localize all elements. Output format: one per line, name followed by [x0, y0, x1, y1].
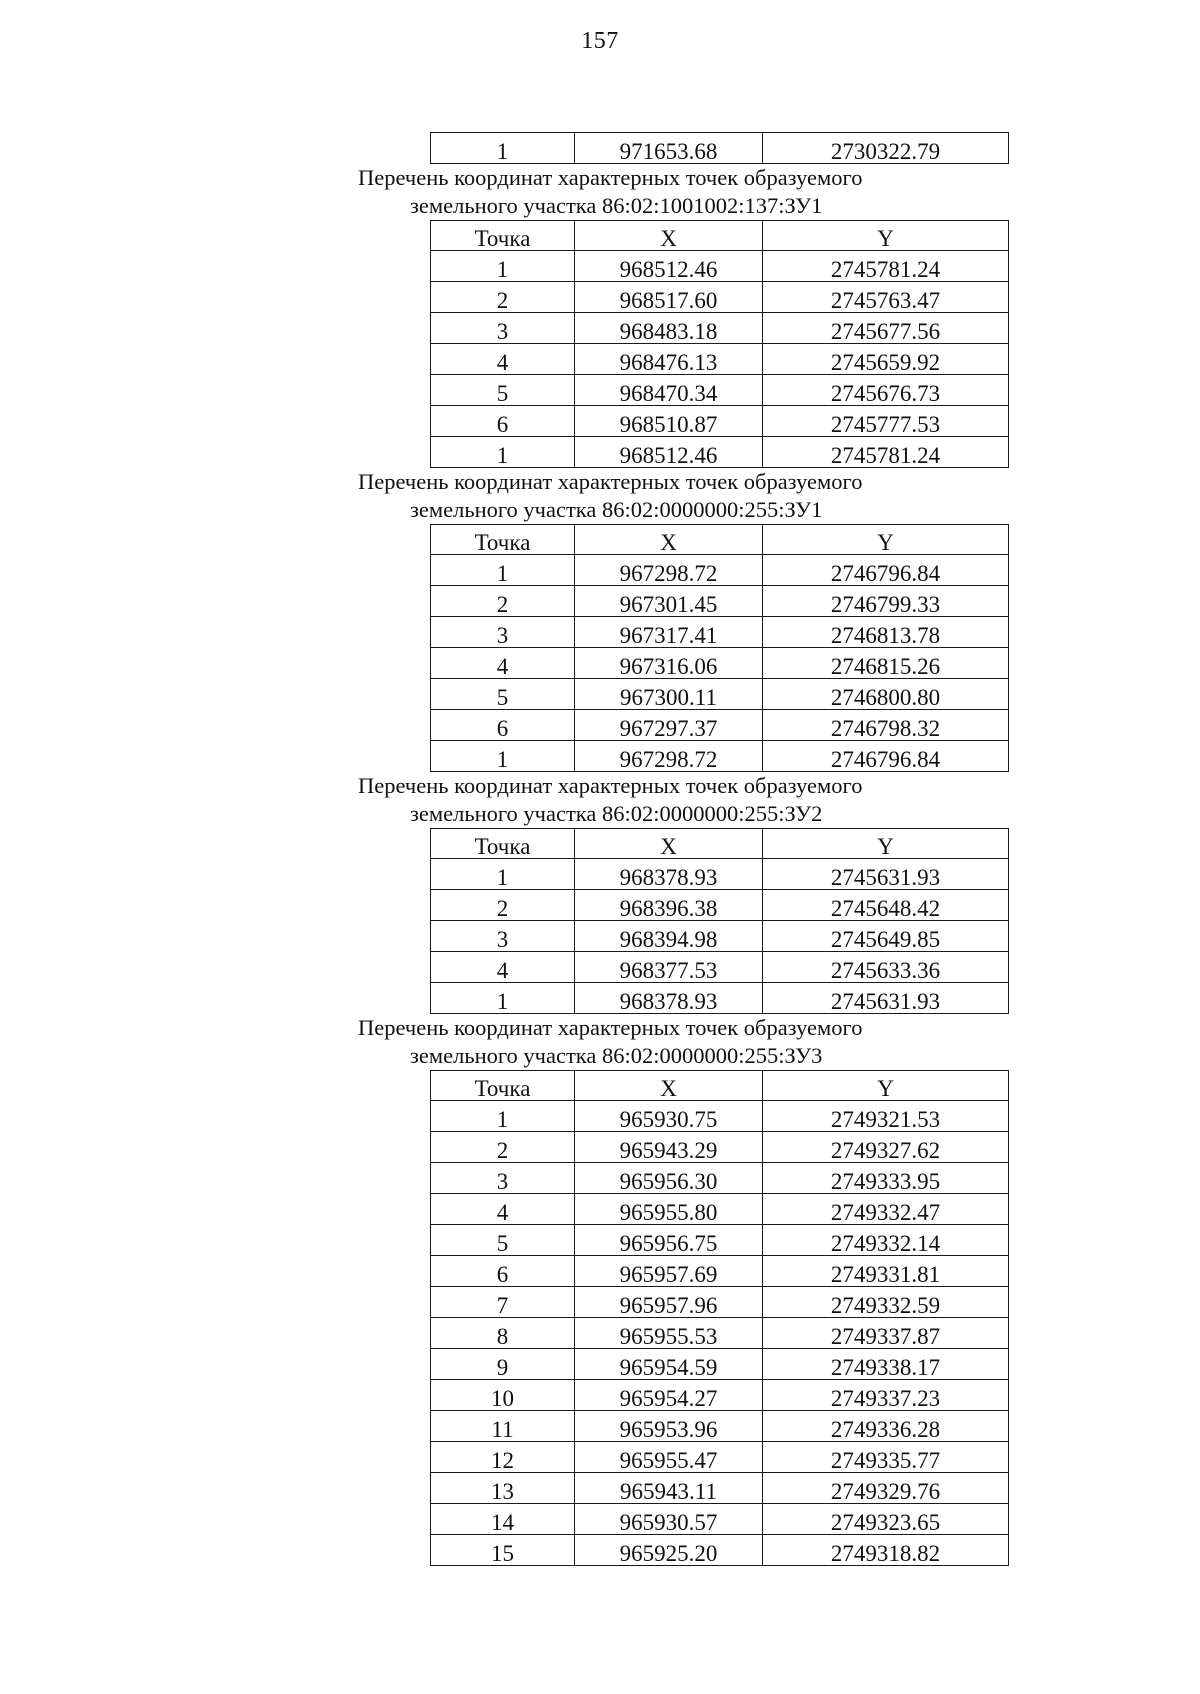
x-cell: 965954.27 — [575, 1380, 763, 1411]
point-cell: 13 — [431, 1473, 575, 1504]
y-cell: 2749332.14 — [763, 1225, 1009, 1256]
section-title-line1: Перечень координат характерных точек образуемого — [358, 773, 863, 798]
table-row — [431, 555, 1009, 586]
point-cell: 1 — [431, 741, 575, 772]
y-cell: 2746813.78 — [763, 617, 1009, 648]
document-content — [0, 132, 1200, 1566]
column-header-x: X — [575, 1071, 763, 1101]
point-cell: 7 — [431, 1287, 575, 1318]
table-row — [431, 1473, 1009, 1504]
coordinates-table — [430, 1070, 1009, 1566]
point-cell: 1 — [431, 983, 575, 1014]
table-row — [431, 406, 1009, 437]
y-cell: 2745631.93 — [763, 983, 1009, 1014]
y-cell: 2745648.42 — [763, 890, 1009, 921]
table-row — [431, 251, 1009, 282]
y-cell: 2730322.79 — [763, 133, 1009, 164]
point-cell: 6 — [431, 1256, 575, 1287]
column-header-x: X — [575, 829, 763, 859]
column-header-point: Точка — [431, 829, 575, 859]
table-header-row — [431, 525, 1009, 555]
x-cell: 968470.34 — [575, 375, 763, 406]
x-cell: 968483.18 — [575, 313, 763, 344]
x-cell: 965943.11 — [575, 1473, 763, 1504]
x-cell: 965955.80 — [575, 1194, 763, 1225]
x-cell: 967317.41 — [575, 617, 763, 648]
point-cell: 14 — [431, 1504, 575, 1535]
y-cell: 2749337.23 — [763, 1380, 1009, 1411]
y-cell: 2749335.77 — [763, 1442, 1009, 1473]
point-cell: 1 — [431, 133, 575, 164]
column-header-point: Точка — [431, 525, 575, 555]
column-header-x: X — [575, 525, 763, 555]
y-cell: 2749321.53 — [763, 1101, 1009, 1132]
table-row — [431, 1535, 1009, 1566]
column-header-y: Y — [763, 829, 1009, 859]
section-title — [0, 164, 1200, 220]
point-cell: 3 — [431, 1163, 575, 1194]
x-cell: 968377.53 — [575, 952, 763, 983]
section-title — [0, 468, 1200, 524]
y-cell: 2749323.65 — [763, 1504, 1009, 1535]
point-cell: 4 — [431, 648, 575, 679]
table-row — [431, 437, 1009, 468]
section-title-line1: Перечень координат характерных точек образуемого — [358, 469, 863, 494]
table-row — [431, 1101, 1009, 1132]
point-cell: 2 — [431, 586, 575, 617]
x-cell: 968510.87 — [575, 406, 763, 437]
x-cell: 965943.29 — [575, 1132, 763, 1163]
x-cell: 968517.60 — [575, 282, 763, 313]
y-cell: 2745763.47 — [763, 282, 1009, 313]
coordinates-table — [430, 828, 1009, 1014]
table-row — [431, 1318, 1009, 1349]
y-cell: 2749329.76 — [763, 1473, 1009, 1504]
x-cell: 967297.37 — [575, 710, 763, 741]
y-cell: 2746798.32 — [763, 710, 1009, 741]
table-row — [431, 1411, 1009, 1442]
point-cell: 2 — [431, 890, 575, 921]
section-title-line2: земельного участка 86:02:0000000:255:ЗУ3 — [410, 1043, 823, 1068]
table-row — [431, 617, 1009, 648]
point-cell: 10 — [431, 1380, 575, 1411]
x-cell: 967316.06 — [575, 648, 763, 679]
point-cell: 11 — [431, 1411, 575, 1442]
x-cell: 965953.96 — [575, 1411, 763, 1442]
y-cell: 2749336.28 — [763, 1411, 1009, 1442]
table-row — [431, 313, 1009, 344]
x-cell: 967300.11 — [575, 679, 763, 710]
coordinates-table — [430, 524, 1009, 772]
point-cell: 8 — [431, 1318, 575, 1349]
table-row — [431, 1225, 1009, 1256]
section-title — [0, 1014, 1200, 1070]
table-row — [431, 133, 1009, 164]
table-row — [431, 741, 1009, 772]
point-cell: 1 — [431, 251, 575, 282]
section-title — [0, 772, 1200, 828]
point-cell: 6 — [431, 710, 575, 741]
table-row — [431, 859, 1009, 890]
point-cell: 1 — [431, 555, 575, 586]
x-cell: 965957.96 — [575, 1287, 763, 1318]
x-cell: 967298.72 — [575, 555, 763, 586]
table-row — [431, 952, 1009, 983]
table-row — [431, 1256, 1009, 1287]
point-cell: 2 — [431, 282, 575, 313]
point-cell: 3 — [431, 921, 575, 952]
x-cell: 965954.59 — [575, 1349, 763, 1380]
y-cell: 2749332.59 — [763, 1287, 1009, 1318]
table-row — [431, 1132, 1009, 1163]
y-cell: 2745777.53 — [763, 406, 1009, 437]
y-cell: 2749337.87 — [763, 1318, 1009, 1349]
table-row — [431, 679, 1009, 710]
x-cell: 967301.45 — [575, 586, 763, 617]
section-title-line2: земельного участка 86:02:0000000:255:ЗУ1 — [410, 497, 823, 522]
x-cell: 965957.69 — [575, 1256, 763, 1287]
y-cell: 2746800.80 — [763, 679, 1009, 710]
x-cell: 965955.47 — [575, 1442, 763, 1473]
column-header-y: Y — [763, 221, 1009, 251]
y-cell: 2749338.17 — [763, 1349, 1009, 1380]
table-row — [431, 648, 1009, 679]
point-cell: 3 — [431, 617, 575, 648]
table-row — [431, 1163, 1009, 1194]
x-cell: 967298.72 — [575, 741, 763, 772]
point-cell: 15 — [431, 1535, 575, 1566]
x-cell: 968396.38 — [575, 890, 763, 921]
point-cell: 12 — [431, 1442, 575, 1473]
point-cell: 1 — [431, 437, 575, 468]
table-row — [431, 1194, 1009, 1225]
y-cell: 2746796.84 — [763, 555, 1009, 586]
point-cell: 5 — [431, 375, 575, 406]
column-header-x: X — [575, 221, 763, 251]
table-header-row — [431, 221, 1009, 251]
column-header-point: Точка — [431, 1071, 575, 1101]
x-cell: 968476.13 — [575, 344, 763, 375]
table-row — [431, 1349, 1009, 1380]
column-header-y: Y — [763, 525, 1009, 555]
y-cell: 2745676.73 — [763, 375, 1009, 406]
table-row — [431, 983, 1009, 1014]
y-cell: 2749331.81 — [763, 1256, 1009, 1287]
section-title-line1: Перечень координат характерных точек образуемого — [358, 1015, 863, 1040]
y-cell: 2749318.82 — [763, 1535, 1009, 1566]
point-cell: 5 — [431, 1225, 575, 1256]
x-cell: 971653.68 — [575, 133, 763, 164]
point-cell: 1 — [431, 859, 575, 890]
y-cell: 2745631.93 — [763, 859, 1009, 890]
table-row — [431, 921, 1009, 952]
column-header-point: Точка — [431, 221, 575, 251]
y-cell: 2745633.36 — [763, 952, 1009, 983]
x-cell: 968394.98 — [575, 921, 763, 952]
x-cell: 965956.30 — [575, 1163, 763, 1194]
point-cell: 6 — [431, 406, 575, 437]
x-cell: 965925.20 — [575, 1535, 763, 1566]
section-title-line2: земельного участка 86:02:0000000:255:ЗУ2 — [410, 801, 823, 826]
table-row — [431, 1380, 1009, 1411]
page-number: 157 — [581, 28, 619, 54]
point-cell: 3 — [431, 313, 575, 344]
point-cell: 4 — [431, 952, 575, 983]
point-cell: 5 — [431, 679, 575, 710]
x-cell: 968378.93 — [575, 859, 763, 890]
y-cell: 2749333.95 — [763, 1163, 1009, 1194]
point-cell: 2 — [431, 1132, 575, 1163]
y-cell: 2749327.62 — [763, 1132, 1009, 1163]
x-cell: 965955.53 — [575, 1318, 763, 1349]
x-cell: 965956.75 — [575, 1225, 763, 1256]
y-cell: 2745677.56 — [763, 313, 1009, 344]
x-cell: 965930.57 — [575, 1504, 763, 1535]
y-cell: 2746815.26 — [763, 648, 1009, 679]
point-cell: 4 — [431, 344, 575, 375]
y-cell: 2745781.24 — [763, 437, 1009, 468]
x-cell: 965930.75 — [575, 1101, 763, 1132]
coordinates-table — [430, 220, 1009, 468]
table-row — [431, 282, 1009, 313]
y-cell: 2745659.92 — [763, 344, 1009, 375]
section-title-line2: земельного участка 86:02:1001002:137:ЗУ1 — [410, 193, 823, 218]
table-row — [431, 1504, 1009, 1535]
x-cell: 968512.46 — [575, 437, 763, 468]
table-row — [431, 344, 1009, 375]
point-cell: 4 — [431, 1194, 575, 1225]
y-cell: 2746796.84 — [763, 741, 1009, 772]
y-cell: 2746799.33 — [763, 586, 1009, 617]
table-row — [431, 1442, 1009, 1473]
table-row — [431, 710, 1009, 741]
table-header-row — [431, 1071, 1009, 1101]
x-cell: 968512.46 — [575, 251, 763, 282]
table-row — [431, 1287, 1009, 1318]
coordinates-table-continuation — [430, 132, 1009, 164]
y-cell: 2745649.85 — [763, 921, 1009, 952]
column-header-y: Y — [763, 1071, 1009, 1101]
table-row — [431, 890, 1009, 921]
y-cell: 2749332.47 — [763, 1194, 1009, 1225]
x-cell: 968378.93 — [575, 983, 763, 1014]
table-row — [431, 375, 1009, 406]
y-cell: 2745781.24 — [763, 251, 1009, 282]
point-cell: 9 — [431, 1349, 575, 1380]
table-header-row — [431, 829, 1009, 859]
section-title-line1: Перечень координат характерных точек образуемого — [358, 165, 863, 190]
point-cell: 1 — [431, 1101, 575, 1132]
table-row — [431, 586, 1009, 617]
